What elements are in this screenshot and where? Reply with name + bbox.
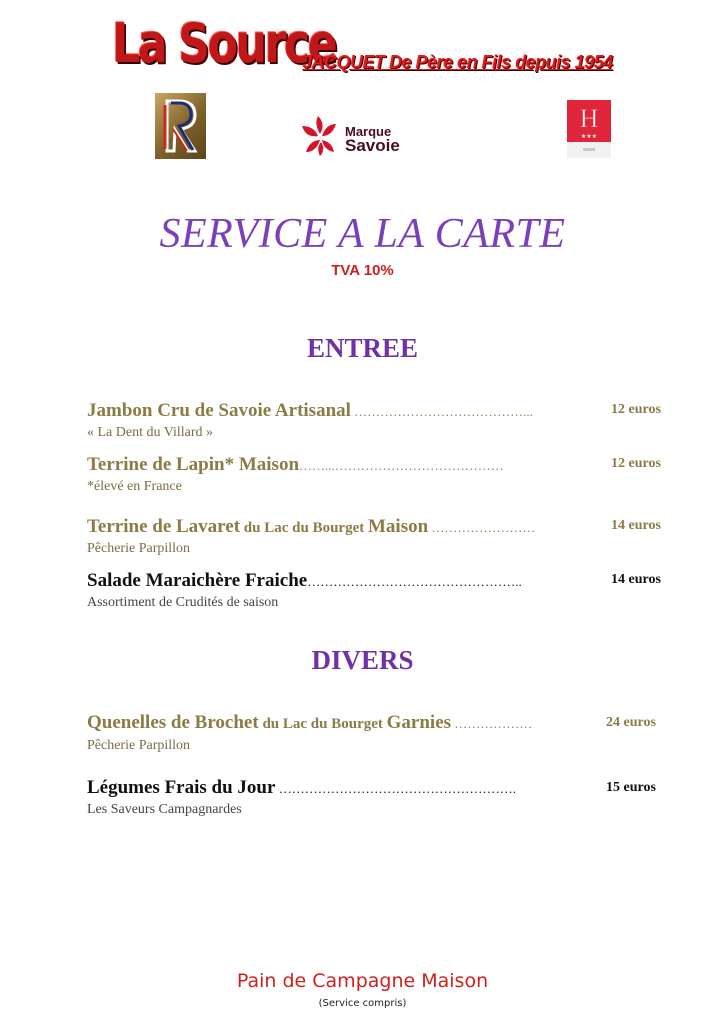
menu-item-price: 15 euros — [606, 780, 656, 795]
item-dots: …………………… — [428, 520, 536, 535]
section-title-entree: ENTREE — [306, 333, 419, 363]
hotel-stars-logo-icon — [567, 100, 611, 158]
bread-note: Pain de Campagne Maison — [236, 970, 489, 992]
menu-item-subtitle: Pêcherie Parpillon — [87, 541, 191, 556]
item-origin-text: du Lac du Bourget — [240, 520, 368, 536]
menu-item-price: 14 euros — [611, 518, 661, 533]
section-title-divers: DIVERS — [311, 645, 414, 675]
tva-label: TVA 10% — [331, 262, 394, 279]
svg-text:★★★: ★★★ — [580, 133, 598, 140]
menu-item-subtitle: Pêcherie Parpillon — [87, 738, 191, 753]
menu-item-name — [87, 454, 504, 476]
item-dots: ……………… — [451, 716, 533, 731]
item-name-text: Quenelles de Brochet — [87, 712, 259, 733]
item-name-text: Terrine de Lavaret — [87, 516, 241, 537]
menu-item-price: 12 euros — [611, 402, 661, 417]
menu-item-subtitle: « La Dent du Villard » — [87, 425, 214, 440]
menu-item-price: 24 euros — [606, 715, 656, 730]
item-name-text: Terrine de Lapin* Maison — [87, 454, 300, 475]
savoie-line2: Savoie — [345, 136, 400, 155]
restaurant-r-logo-icon — [155, 93, 206, 159]
svg-text:H: H — [579, 104, 599, 133]
menu-item-subtitle: *élevé en France — [87, 479, 182, 494]
brand-logo-text: La Source — [112, 12, 336, 75]
item-name-text: Salade Maraichère Fraiche — [87, 570, 308, 591]
marque-savoie-label — [345, 125, 405, 154]
page-title: SERVICE A LA CARTE — [159, 211, 566, 257]
menu-item-name — [87, 570, 522, 592]
item-name-text: Jambon Cru de Savoie Artisanal — [87, 400, 351, 421]
menu-item-name — [87, 777, 516, 799]
menu-item-price: 12 euros — [611, 456, 661, 471]
menu-item-price: 14 euros — [611, 572, 661, 587]
item-name-suffix: Maison — [367, 516, 429, 537]
item-dots: ………………………………………………. — [275, 781, 516, 796]
menu-item-name — [87, 712, 532, 734]
menu-item-subtitle: Les Saveurs Campagnardes — [87, 802, 242, 817]
item-dots: ………………………………………….. — [307, 574, 522, 589]
savoie-line1: Marque — [345, 124, 392, 139]
menu-item-name — [87, 400, 533, 422]
item-name-text: Légumes Frais du Jour — [87, 777, 276, 798]
menu-item-name — [87, 516, 535, 538]
item-dots: ……...………………………………… — [299, 458, 504, 473]
item-name-suffix: Garnies — [386, 712, 452, 733]
item-dots: …………………………………... — [350, 404, 533, 419]
menu-item-subtitle: Assortiment de Crudités de saison — [87, 595, 279, 610]
service-note: (Service compris) — [318, 998, 407, 1009]
brand-tagline: JACQUET De Père en Fils depuis 1954 — [302, 52, 613, 72]
item-origin-text: du Lac du Bourget — [258, 716, 387, 732]
